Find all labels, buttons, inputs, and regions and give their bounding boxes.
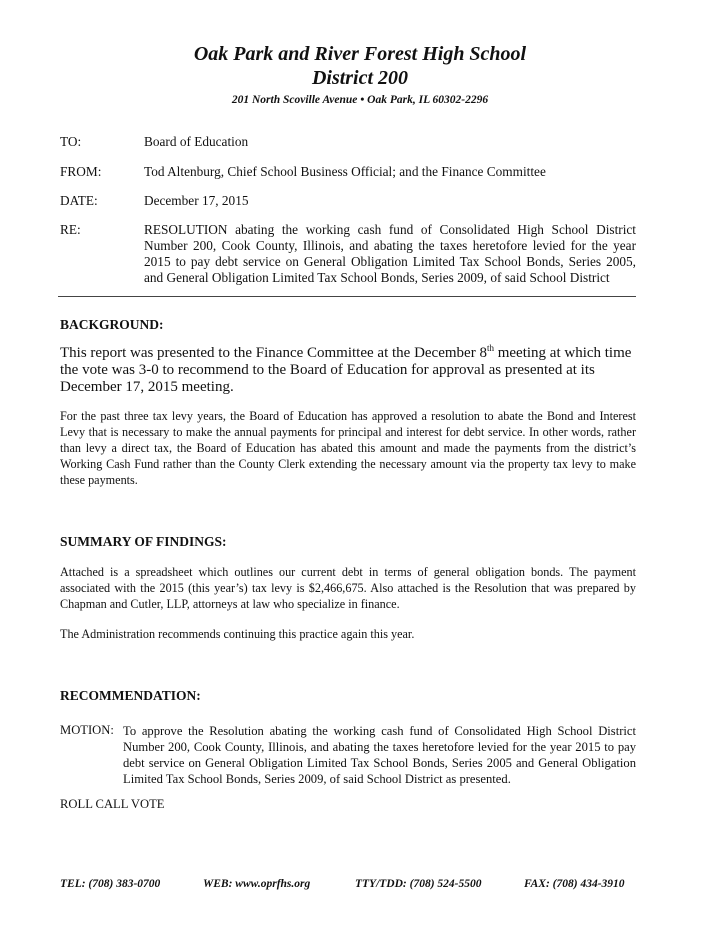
school-address: 201 North Scoville Avenue • Oak Park, IL 60302-2296 xyxy=(231,94,489,106)
footer-telephone: TEL: (708) 383-0700 xyxy=(60,878,161,890)
school-name-title: Oak Park and River Forest High School xyxy=(193,43,527,65)
footer-tty: TTY/TDD: (708) 524-5500 xyxy=(355,878,482,890)
background-intro-part1: This report was presented to the Finance Committee at the December 8 xyxy=(60,345,487,361)
background-intro-part3: December 17, 2015 meeting. xyxy=(60,379,234,395)
summary-heading: SUMMARY OF FINDINGS: xyxy=(60,534,227,549)
background-heading: BACKGROUND: xyxy=(60,317,164,332)
background-intro xyxy=(60,345,640,396)
background-paragraph: For the past three tax levy years, the Board of Education has approved a resolution to abate the Bond and Interest Levy that is necessary to make the annual payments for principal and interest for debt service. In other words, rather than levy a direct tax, the Board of Education has abated this amount and made the payments from the district’s Working Cash Fund rather than the County Clerk extending the necessary amount via the property tax levy to make these payments. xyxy=(60,409,636,487)
summary-paragraph-1: Attached is a spreadsheet which outlines our current debt in terms of general obligation bonds. The payment associated with the 2015 (this year’s) tax levy is $2,466,675. Also attached is the Resolution that was prepared by Chapman and Cutler, LLP, attorneys at law who specialize in finance. xyxy=(60,565,636,611)
from-value: Tod Altenburg, Chief School Business Official; and the Finance Committee xyxy=(144,164,546,179)
recommendation-heading: RECOMMENDATION: xyxy=(60,688,201,703)
re-label: RE: xyxy=(60,222,81,237)
roll-call-vote: ROLL CALL VOTE xyxy=(60,797,165,811)
footer-website: WEB: www.oprfhs.org xyxy=(203,878,311,890)
date-label: DATE: xyxy=(60,193,98,208)
from-label: FROM: xyxy=(60,164,102,179)
footer-fax: FAX: (708) 434-3910 xyxy=(524,878,625,890)
date-value: December 17, 2015 xyxy=(144,193,249,208)
motion-label: MOTION: xyxy=(60,723,114,737)
summary-paragraph-2: The Administration recommends continuing this practice again this year. xyxy=(60,627,415,641)
background-intro-superscript: th xyxy=(486,343,494,353)
motion-text: To approve the Resolution abating the working cash fund of Consolidated High School District Number 200, Cook County, Illinois, and abating the taxes heretofore levied for the year 2015 to pay debt service on General Obligation Limited Tax School Bonds, Series 2005 and General Obligation Limited Tax School Bonds, Series 2009, of said School District as presented. xyxy=(123,724,636,786)
header-divider xyxy=(58,296,636,297)
background-intro-part2: meeting at which time the vote was 3-0 to recommend to the Board of Education for approval as presented at its xyxy=(60,345,632,378)
to-value: Board of Education xyxy=(144,134,249,149)
re-value: RESOLUTION abating the working cash fund of Consolidated High School District Number 200, Cook County, Illinois, and abating the taxes heretofore levied for the year 2015 to pay debt service on General Obligation Limited Tax School Bonds, Series 2005, and General Obligation Limited Tax School Bonds, Series 2009, of said School District xyxy=(144,222,636,285)
district-title: District 200 xyxy=(311,67,409,89)
to-label: TO: xyxy=(60,134,82,149)
